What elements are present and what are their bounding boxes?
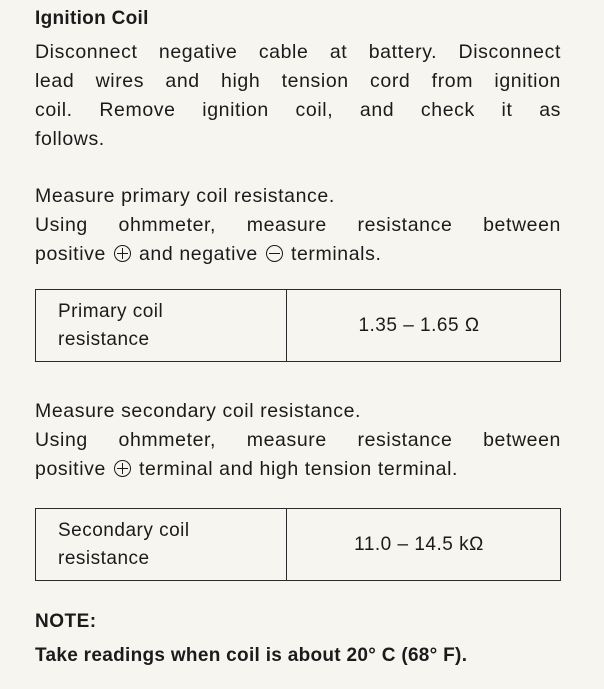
note-text: Take readings when coil is about 20° C (68° F). <box>35 645 468 666</box>
positive-terminal-icon <box>114 245 131 262</box>
label-line: Primary coil <box>58 300 164 322</box>
secondary-heading: Measure secondary coil resistance. <box>35 400 362 422</box>
primary-negative-text: and negative <box>138 243 258 265</box>
intro-line: follows. <box>35 128 105 150</box>
secondary-positive-text: positive <box>35 458 106 480</box>
positive-terminal-icon <box>114 460 131 477</box>
intro-line: Disconnect negative cable at battery. Disconnect <box>35 41 561 63</box>
secondary-terminal-text: terminal and high tension terminal. <box>138 458 459 480</box>
primary-instructions <box>35 182 561 269</box>
primary-terminal-line <box>35 240 561 269</box>
label-line: Secondary coil <box>58 519 190 541</box>
primary-resistance-value: 1.35 – 1.65 Ω <box>287 290 561 362</box>
section-title: Ignition Coil <box>35 8 149 29</box>
primary-terminals-text: terminals. <box>290 243 382 265</box>
intro-line: lead wires and high tension cord from ignition <box>35 70 561 92</box>
note-title: NOTE: <box>35 611 97 632</box>
primary-resistance-table <box>35 289 561 362</box>
primary-instruction-line: Using ohmmeter, measure resistance between <box>35 214 561 236</box>
intro-paragraph <box>35 38 561 154</box>
label-line: resistance <box>58 547 150 569</box>
secondary-resistance-label <box>36 509 287 581</box>
negative-terminal-icon <box>266 245 283 262</box>
table-row <box>36 290 561 362</box>
secondary-terminal-line <box>35 455 561 484</box>
primary-heading: Measure primary coil resistance. <box>35 185 335 207</box>
label-line: resistance <box>58 328 150 350</box>
table-row <box>36 509 561 581</box>
primary-positive-text: positive <box>35 243 106 265</box>
primary-resistance-label <box>36 290 287 362</box>
secondary-instructions <box>35 397 561 484</box>
intro-line: coil. Remove ignition coil, and check it as <box>35 99 561 121</box>
secondary-instruction-line: Using ohmmeter, measure resistance between <box>35 429 561 451</box>
secondary-resistance-table <box>35 508 561 581</box>
secondary-resistance-value: 11.0 – 14.5 kΩ <box>287 509 561 581</box>
